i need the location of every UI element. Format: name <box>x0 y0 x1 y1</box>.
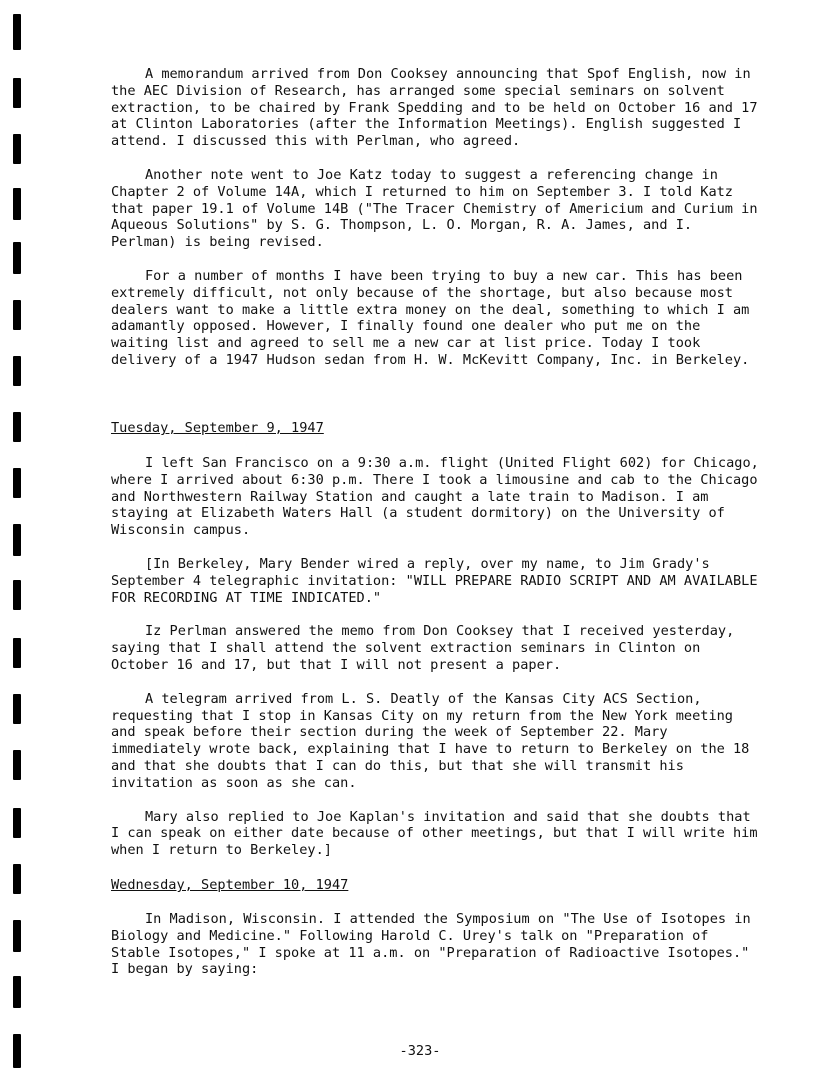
paragraph: In Madison, Wisconsin. I attended the Symposium on "The Use of Isotopes in Biology and Medicine." Following Harold C. Urey's talk on "Preparation of Stable Isotopes," I spoke at 11 a.m. on "Preparation of Radioactive Isotopes." I began by saying: <box>111 911 751 978</box>
binding-mark <box>13 468 21 498</box>
binding-mark <box>13 524 21 556</box>
section-2 <box>111 455 761 859</box>
binding-mark <box>13 134 21 164</box>
binding-mark <box>13 78 21 108</box>
binding-mark <box>13 920 21 952</box>
page-number: -323- <box>399 1043 441 1059</box>
binding-mark <box>13 300 21 330</box>
paragraph: A telegram arrived from L. S. Deatly of the Kansas City ACS Section, requesting that I stop in Kansas City on my return from the New York meeting and speak before their section during the week of September 22. Mary immediately wrote back, explaining that I have to return to Berkeley on the 18 and that she doubts that I can do this, but that she will transmit his invitation as soon as she can. <box>111 690 750 791</box>
paragraph: Another note went to Joe Katz today to suggest a referencing change in Chapter 2 of Volume 14A, which I returned to him on September 3. I told Katz that paper 19.1 of Volume 14B ("The Tracer Chemistry of Americium and Curium in Aqueous Solutions" by S. G. Thompson, L. O. Morgan, R. A. James, and I. Perlman) is being revised. <box>111 166 758 251</box>
paragraph: I left San Francisco on a 9:30 a.m. flight (United Flight 602) for Chicago, where I arrived about 6:30 p.m. There I took a limousine and cab to the Chicago and Northwestern Railway Station and caught a late train to Madison. I am staying at Elizabeth Waters Hall (a student dormitory) on the University of Wisconsin campus. <box>111 455 759 539</box>
binding-mark <box>13 750 21 780</box>
paragraph: [In Berkeley, Mary Bender wired a reply, over my name, to Jim Grady's September 4 telegraphic invitation: "WILL PREPARE RADIO SCRIPT AND AM AVAILABLE FOR RECORDING AT TIME INDICATED." <box>111 555 758 606</box>
paragraph: Iz Perlman answered the memo from Don Cooksey that I received yesterday, saying that I shall attend the solvent extraction seminars in Clinton on October 16 and 17, but that I will not present a paper. <box>111 623 735 673</box>
binding-mark <box>13 356 21 386</box>
binding-mark <box>13 242 21 274</box>
paragraph: Mary also replied to Joe Kaplan's invitation and said that she doubts that I can speak on either date because of other meetings, but that I will write him when I return to Berkeley.] <box>111 808 758 859</box>
binding-mark <box>13 864 21 894</box>
binding-mark <box>13 638 21 668</box>
binding-mark <box>13 694 21 724</box>
binding-mark <box>13 580 21 610</box>
binding-mark <box>13 976 21 1008</box>
section-1 <box>111 66 761 369</box>
binding-mark <box>13 808 21 838</box>
binding-mark <box>13 14 21 50</box>
date-heading: Wednesday, September 10, 1947 <box>111 877 349 893</box>
section-3 <box>111 911 761 978</box>
paragraph: A memorandum arrived from Don Cooksey announcing that Spof English, now in the AEC Division of Research, has arranged some special seminars on solvent extraction, to be chaired by Frank Spedding and to be held on October 16 and 17 at Clinton Laboratories (after the Information Meetings). English suggested I attend. I discussed this with Perlman, who agreed. <box>111 66 758 150</box>
binding-mark <box>13 412 21 442</box>
paragraph: For a number of months I have been trying to buy a new car. This has been extremely difficult, not only because of the shortage, but also because most dealers want to make a little extra money on the deal, something to which I am adamantly opposed. However, I finally found one dealer who put me on the waiting list and agreed to sell me a new car at list price. Today I took delivery of a 1947 Hudson sedan from H. W. McKevitt Company, Inc. in Berkeley. <box>111 267 750 368</box>
date-heading: Tuesday, September 9, 1947 <box>111 420 324 436</box>
binding-mark <box>13 188 21 220</box>
